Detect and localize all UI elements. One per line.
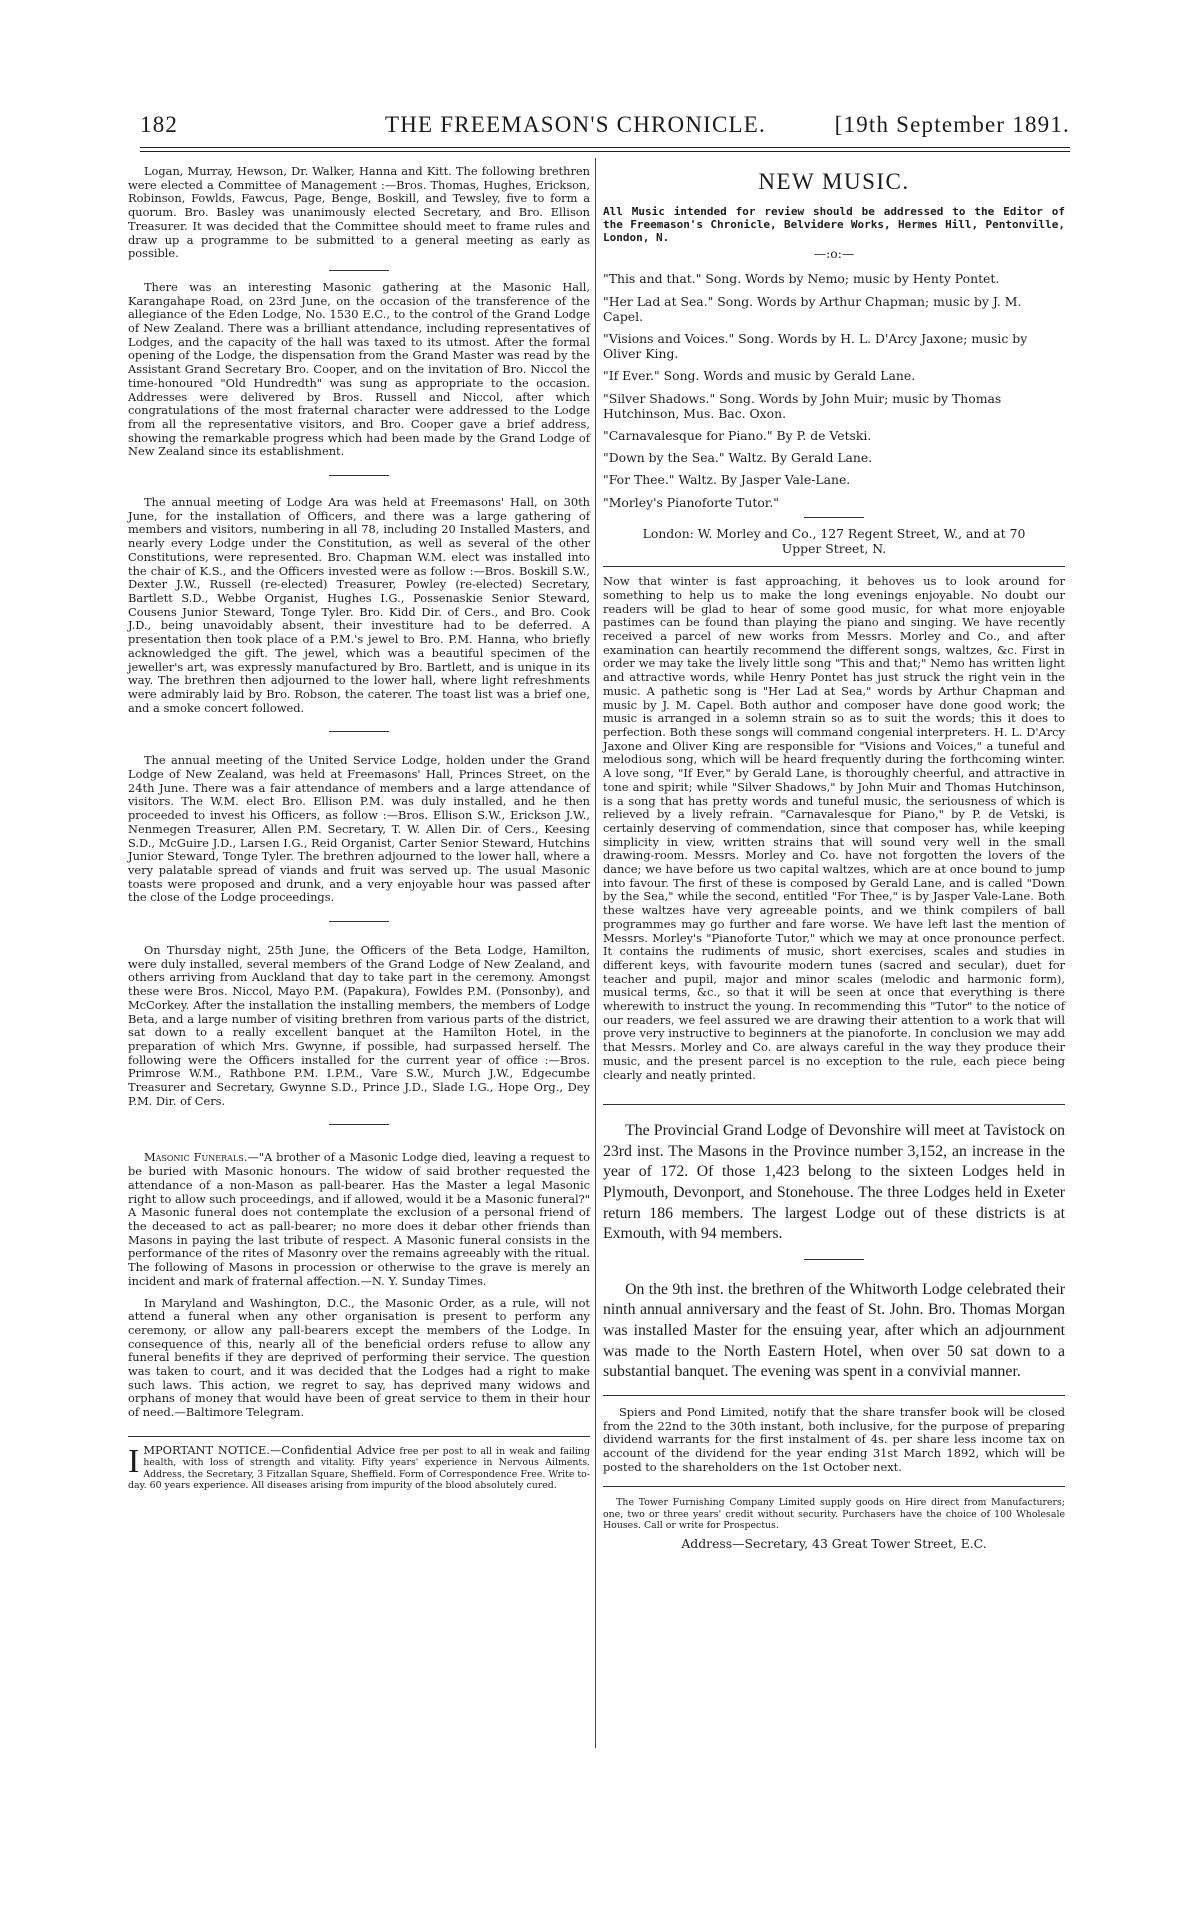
separator <box>603 1395 1065 1396</box>
important-notice <box>128 1442 590 1492</box>
paragraph-spiers-pond: Spiers and Pond Limited, notify that the share transfer book will be closed from the 22nd to the 30th instant, both inclusive, for the purpose of preparing dividend warrants for the first instalment of 4s. per share less income tax on account of the dividend for the year ending 31st March 1892, which will be posted to the shareholders on the 1st October next. <box>603 1404 1065 1474</box>
separator <box>603 566 1065 567</box>
header-rule-top <box>140 147 1070 148</box>
tower-address: Address—Secretary, 43 Great Tower Street, E.C. <box>681 1535 987 1551</box>
paragraph-beta-lodge: On Thursday night, 25th June, the Officers of the Beta Lodge, Hamilton, were duly installed, several members of the Grand Lodge of New Zealand, and others arriving from Auckland that day to take part in the ceremony. Amongst these were Bros. Niccol, Mayo P.M. (Papakura), Fowldes P.M. (Ponsonby), and McCorkey. After the installation the installing members, the members of Lodge Beta, and a large number of visiting brethren from various parts of the district, sat down to a really excellent banquet at the Hamilton Hotel, in the preparation of which Mrs. Gwynne, if possible, had surpassed herself. The following were the Officers installed for the current year of office :—Bros. Primrose W.M., Rathbone P.M. I.P.M., Vare S.W., Murch J.W., Edgecumbe Treasurer and Secretary, Gwynne S.D., Prince J.D., Slade I.G., Hope Org., Dey P.M. Dir. of Cers. <box>128 943 590 1108</box>
separator <box>603 1486 1065 1487</box>
tower-advert: The Tower Furnishing Company Limited supply goods on Hire direct from Manufacturers; one, two or three years' credit without security. Purchasers have the choice of 100 Wholesale Houses. Call or write for Prospectus. <box>603 1497 1065 1532</box>
notice-heading: MPORTANT NOTICE.—Confidential Advice <box>143 1442 396 1457</box>
separator <box>603 1104 1065 1105</box>
song-item: "This and that." Song. Words by Nemo; music by Henty Pontet. <box>603 271 1000 287</box>
separator <box>804 1259 864 1260</box>
song-item: "Down by the Sea." Waltz. By Gerald Lane. <box>603 450 873 466</box>
new-music-divider: —:o:— <box>813 246 855 262</box>
funerals-lead: Masonic Funerals. <box>143 1150 248 1165</box>
separator <box>329 270 389 271</box>
song-item: "For Thee." Waltz. By Jasper Vale-Lane. <box>603 472 851 488</box>
page-header <box>140 112 1070 144</box>
paragraph-eden-lodge: There was an interesting Masonic gathering at the Masonic Hall, Karangahape Road, on 23rd June, on the occasion of the transference of the allegiance of the Eden Lodge, No. 1530 E.C., to the control of the Grand Lodge of New Zealand. There was a brilliant attendance, including representatives of Lodges, and the capacity of the hall was taxed to its utmost. After the formal opening of the Lodge, the dispensation from the Grand Master was read by the Assistant Grand Secretary Bro. Cooper, and on the invitation of Bro. Niccol the time-honoured "Old Hundredth" was sung as appropriate to the occasion. Addresses were delivered by Bros. Russell and Niccol, after which congratulations of the most fraternal character were addressed to the Lodge from all the representative visitors, and Bro. Cooper gave a brief address, showing the remarkable progress which had been made by the Grand Lodge of New Zealand since its establishment. <box>128 279 590 459</box>
music-review: Now that winter is fast approaching, it behoves us to look around for something to help us to make the long evenings enjoyable. No doubt our readers will be glad to hear of some good music, for what more enjoyable pastimes can be found than playing the piano and singing. We have recently received a parcel of new works from Messrs. Morley and Co., and after examination can heartily recommend the different songs, waltzes, &c. First in order we may take the lively little song "This and that;" Nemo has written light and attractive words, while Henry Pontet has just struck the right vein in the music. A pathetic song is "Her Lad at Sea," words by Arthur Chapman and music by J. M. Capel. Both author and composer have done good work; the music is arranged in a solemn strain so as to suit the words; this it does to perfection. Both these songs will command congenial interpreters. H. L. D'Arcy Jaxone and Oliver King are responsible for "Visions and Voices," a tuneful and melodious song, which will be heard frequently during the forthcoming winter. A love song, "If Ever," by Gerald Lane, is thoroughly cheerful, and attractive in tone and spirit; while "Silver Shadows," by John Muir and Thomas Hutchinson, is a song that has pretty words and tuneful music, the seriousness of which is relieved by a lively refrain. "Carnavalesque for Piano," by P. de Vetski, is certainly deserving of commendation, since that composer has, while keeping simplicity in view, written strains that will sound very well in the small drawing-room. Messrs. Morley and Co. have not forgotten the lovers of the dance; we have before us two capital waltzes, which are at once bound to jump into favour. The first of these is composed by Gerald Lane, and is called "Down by the Sea," while the second, entitled "For Thee," is by Jasper Vale-Lane. Both these waltzes have very agreeable points, and we think compilers of ball programmes may go further and fare worse. We have left last the mention of Messrs. Morley's "Pianoforte Tutor," which we may at once pronounce perfect. It contains the rudiments of music, short exercises, scales and studies in different keys, with favourite modern tunes (sacred and secular), duet for teacher and pupil, major and minor scales (melodic and harmonic form), musical terms, &c., so that it will be seen at once that everything is there wherewith to instruct the young. In recommending this "Tutor" to the notice of our readers, we feel assured we are drawing their attention to a work that will prove very instructive to beginners at the pianoforte. In conclusion we may add that Messrs. Morley and Co. are always careful in the way they produce their music, and the present parcel is no exception to the rule, each piece being clearly and neatly printed. <box>603 574 1065 1082</box>
notice-rule <box>128 1436 590 1437</box>
song-list <box>603 271 1065 509</box>
separator <box>329 1124 389 1125</box>
paragraph-committee: Logan, Murray, Hewson, Dr. Walker, Hanna and Kitt. The following brethren were elected a Committee of Management :—Bros. Thomas, Hughes, Erickson, Robinson, Fowlds, Fawcus, Page, Benge, Boskill, and Tewsley, five to form a quorum. Bro. Basley was unanimously elected Secretary, and Bro. Ellison Treasurer. It was decided that the Committee should meet to frame rules and draw up a programme to be submitted to a general meeting as early as possible. <box>128 164 590 261</box>
paragraph-united-service-lodge: The annual meeting of the United Service Lodge, holden under the Grand Lodge of New Zealand, was held at Freemasons' Hall, Princes Street, on the 24th June. There was a fair attendance of members and a large attendance of visitors. The W.M. elect Bro. Ellison P.M. was duly installed, and he then proceeded to invest his Officers, as follow :—Bros. Ellison S.W., Erickson J.W., Nenmegen Treasurer, Allen P.M. Secretary, T. W. Allen Dir. of Cers., Keesing S.D., McGuire J.D., Larsen I.G., Reid Organist, Carter Senior Steward, Hutchins Junior Steward, Tonge Tyler. The brethren adjourned to the lower hall, where a very palatable spread of viands and fruit was served up. The usual Masonic toasts were proposed and drunk, and a very enjoyable hour was passed after the close of the Lodge proceedings. <box>128 753 590 905</box>
paragraph-devonshire: The Provincial Grand Lodge of Devonshire will meet at Tavistock on 23rd inst. The Masons in the Province number 3,152, an increase in the year of 172. Of those 1,423 belong to the sixteen Lodges held in Plymouth, Devonport, and Stonehouse. The three Lodges held in Exeter return 186 members. The largest Lodge out of these districts is at Exmouth, with 94 members. <box>603 1122 1065 1243</box>
header-rule-bottom <box>140 151 1070 152</box>
column-divider <box>595 158 596 1748</box>
song-item: "Silver Shadows." Song. Words by John Muir; music by Thomas Hutchinson, Mus. Bac. Oxon. <box>603 390 1002 421</box>
notice-dropcap: I <box>128 1442 140 1480</box>
new-music-note: All Music intended for review should be addressed to the Editor of the Freemason's Chronicle, Belvidere Works, Hermes Hill, Pentonville, London, N. <box>603 205 1065 245</box>
song-item: "If Ever." Song. Words and music by Gerald Lane. <box>603 368 916 384</box>
new-music-heading: NEW MUSIC. <box>758 169 910 194</box>
separator <box>329 921 389 922</box>
funerals-text: —"A brother of a Masonic Lodge died, leaving a request to be buried with Masonic honours. The widow of said brother requested the attendance of a non-Mason as pall-bearer. Has the Master a legal Masonic right to allow such proceedings, and if allowed, would it be a Masonic funeral?" A Masonic funeral does not contemplate the exclusion of a personal friend of the deceased to act as pall-bearer; no more does it debar other friends than Masons in paying the last tribute of respect. A Masonic funeral consists in the performance of the rites of Masonry over the remains agreeably with the ritual. The following of Masons in procession or otherwise to the grave is merely an incident and mark of fraternal affection.—N. Y. Sunday Times. <box>128 1150 590 1288</box>
publication-title: THE FREEMASON'S CHRONICLE. <box>385 112 767 137</box>
notice-body: free per post to all in weak and failing health, with loss of strength and vitality. Fifty years' experience in Nervous Ailments. Address, the Secretary, 3 Fitzallan Square, Sheffield. Form of Correspondence Free. Write to-day. 60 years experience. All diseases arising from impurity of the blood absolutely cured. <box>128 1445 590 1492</box>
publisher-line: London: W. Morley and Co., 127 Regent Street, W., and at 70 Upper Street, N. <box>642 525 1026 557</box>
separator <box>804 517 864 518</box>
page-number: 182 <box>140 112 179 137</box>
song-item: "Carnavalesque for Piano." By P. de Vetski. <box>603 428 872 444</box>
song-item: "Morley's Pianoforte Tutor." <box>603 494 779 510</box>
paragraph-masonic-funerals <box>128 1151 590 1288</box>
separator <box>329 475 389 476</box>
song-item: "Her Lad at Sea." Song. Words by Arthur Chapman; music by J. M. Capel. <box>603 293 1022 324</box>
song-item: "Visions and Voices." Song. Words by H. L. D'Arcy Jaxone; music by Oliver King. <box>603 331 1028 362</box>
left-column <box>128 165 590 1491</box>
issue-date: [19th September 1891. <box>834 112 1070 137</box>
paragraph-whitworth: On the 9th inst. the brethren of the Whitworth Lodge celebrated their ninth annual anniversary and the feast of St. John. Bro. Thomas Morgan was installed Master for the ensuing year, after which an adjournment was made to the North Eastern Hotel, when over 50 sat down to a substantial banquet. The evening was spent in a convivial manner. <box>603 1280 1065 1381</box>
paragraph-maryland: In Maryland and Washington, D.C., the Masonic Order, as a rule, will not attend a funeral when any other organisation is present to perform any ceremony, or allow any pall-bearers except the members of the Lodge. In consequence of this, nearly all of the beneficial orders refuse to allow any funeral benefits if they are deprived of performing their service. The question was taken to court, and it was decided that the Lodges had a right to make such laws. This action, we regret to say, has deprived many widows and orphans of money that would have been of great service to them in their hour of need.—Baltimore Telegram. <box>128 1295 590 1420</box>
separator <box>329 731 389 732</box>
paragraph-lodge-ara: The annual meeting of Lodge Ara was held at Freemasons' Hall, on 30th June, for the installation of Officers, and there was a large gathering of members and visitors, numbering in all 78, including 20 Installed Masters, and nearly every Lodge under the Constitution, as well as several of the other Constitutions, were represented. Bro. Chapman W.M. elect was installed into the chair of K.S., and the Officers invested were as follow :—Bros. Boskill S.W., Dexter J.W., Russell (re-elected) Treasurer, Powley (re-elected) Secretary, Bartlett S.D., Webbe Organist, Hughes I.G., Possenaskie Senior Steward, Cousens Junior Steward, Tonge Tyler. Bro. Kidd Dir. of Cers., and Bro. Cook J.D., being unavoidably absent, their investiture had to be deferred. A presentation then took place of a P.M.'s jewel to Bro. P.M. Hanna, who briefly acknowledged the gift. The jewel, which was a beautiful specimen of the jeweller's art, was expressly manufactured by Bro. Bartlett, and is unique in its way. The brethren then adjourned to the lower hall, where light refreshments were admirably laid by Bro. Robson, the caterer. The toast list was a brief one, and a smoke concert followed. <box>128 495 590 715</box>
right-column <box>603 169 1065 1551</box>
